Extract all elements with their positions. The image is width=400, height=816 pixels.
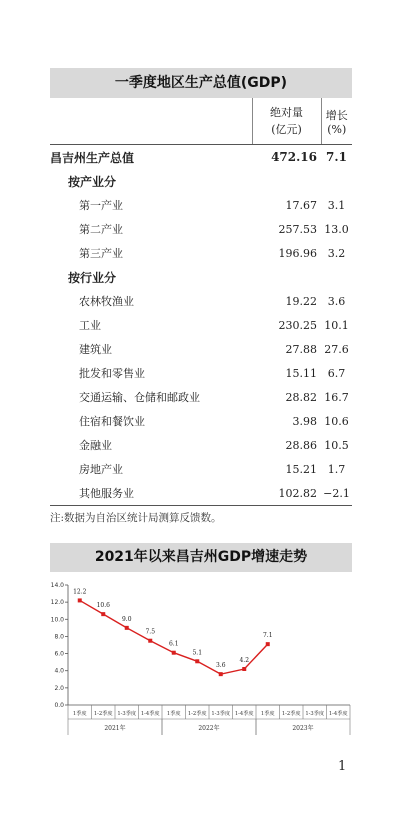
data-point [242, 667, 246, 671]
x-tick-label: 1-2季度 [281, 711, 301, 717]
table-row [50, 481, 352, 506]
data-point [172, 651, 176, 655]
row-growth: 10.1 [324, 318, 349, 332]
row-growth: 13.0 [324, 222, 349, 236]
year-label: 2023年 [292, 725, 314, 732]
data-point [266, 642, 270, 646]
y-tick-label: 10.0 [50, 616, 64, 624]
row-label: 住宿和餐饮业 [79, 415, 145, 428]
row-value: 196.96 [278, 246, 317, 260]
row-value: 28.86 [285, 438, 317, 452]
row-growth: 10.5 [324, 438, 349, 452]
row-value: 472.16 [271, 150, 317, 164]
row-label: 批发和零售业 [79, 367, 145, 380]
data-label: 12.2 [73, 588, 87, 596]
column-header-growth: 增长(%) [321, 98, 352, 145]
y-tick-label: 6.0 [54, 650, 64, 658]
row-growth: 10.6 [324, 414, 349, 428]
row-value: 257.53 [278, 222, 317, 236]
row-value: 3.98 [292, 414, 317, 428]
x-tick-label: 1-2季度 [187, 711, 207, 717]
x-tick-label: 1季度 [166, 711, 181, 717]
data-point [101, 612, 105, 616]
y-tick-label: 2.0 [54, 684, 64, 692]
row-growth: 27.6 [324, 342, 349, 356]
row-label: 第二产业 [79, 223, 123, 236]
table-row [50, 337, 352, 361]
table-row [50, 313, 352, 337]
page-number: 1 [338, 759, 347, 774]
row-label: 金融业 [79, 439, 112, 452]
x-tick-label: 1-2季度 [93, 711, 113, 717]
section-heading-industry: 按产业分 [68, 174, 117, 189]
x-tick-label: 1-3季度 [211, 711, 231, 717]
row-label: 其他服务业 [50, 481, 252, 506]
x-tick-label: 1季度 [260, 711, 275, 717]
y-tick-label: 14.0 [50, 582, 64, 589]
data-label: 7.1 [262, 632, 273, 640]
table-row [50, 217, 352, 241]
row-label: 昌吉州生产总值 [50, 150, 135, 165]
data-point [78, 598, 82, 602]
row-label: 工业 [79, 319, 101, 332]
data-label: 10.6 [96, 602, 110, 610]
x-tick-label: 1-3季度 [305, 711, 325, 717]
row-label: 建筑业 [79, 343, 112, 356]
row-value: 15.21 [285, 462, 317, 476]
row-value: 102.82 [252, 481, 321, 506]
table-row [50, 193, 352, 217]
data-point [195, 659, 199, 663]
y-tick-label: 8.0 [54, 633, 64, 641]
table-row [50, 385, 352, 409]
row-label: 农林牧渔业 [79, 295, 134, 308]
chart-title: 2021年以来昌吉州GDP增速走势 [50, 543, 352, 572]
section-heading-sector: 按行业分 [68, 270, 117, 285]
x-tick-label: 1-3季度 [117, 711, 137, 717]
row-label: 第三产业 [79, 247, 123, 260]
table-note: 注:数据为自治区统计局测算反馈数。 [50, 512, 222, 524]
table-header-row [50, 98, 352, 145]
data-point [219, 672, 223, 676]
row-growth: 3.6 [327, 294, 346, 308]
column-header-value [252, 98, 321, 145]
y-tick-label: 4.0 [54, 667, 64, 675]
row-growth: −2.1 [321, 481, 352, 506]
x-tick-label: 1-4季度 [234, 711, 254, 717]
table-title: 一季度地区生产总值(GDP) [50, 68, 352, 98]
gdp-table [50, 98, 352, 506]
data-label: 6.1 [168, 640, 179, 648]
row-label: 房地产业 [79, 463, 123, 476]
row-growth: 3.1 [327, 198, 346, 212]
column-header-value-line1: 绝对量 [270, 106, 303, 119]
row-label: 第一产业 [79, 199, 123, 212]
table-row [50, 457, 352, 481]
column-header-value-line2: (亿元) [271, 123, 302, 136]
row-label: 交通运输、仓储和邮政业 [79, 391, 200, 404]
row-value: 230.25 [278, 318, 317, 332]
y-tick-label: 12.0 [50, 599, 64, 607]
x-tick-label: 1-4季度 [328, 711, 348, 717]
data-label: 4.2 [239, 657, 250, 664]
row-value: 27.88 [285, 342, 317, 356]
row-growth: 6.7 [327, 366, 346, 380]
table-row [50, 433, 352, 457]
year-label: 2021年 [104, 725, 126, 732]
table-row-total [50, 145, 352, 170]
x-tick-label: 1-4季度 [140, 711, 160, 717]
data-label: 3.6 [215, 662, 226, 670]
year-label: 2022年 [198, 725, 220, 732]
data-point [148, 639, 152, 643]
row-value: 28.82 [285, 390, 317, 404]
row-growth: 7.1 [326, 150, 347, 164]
row-value: 17.67 [285, 198, 317, 212]
table-row [50, 409, 352, 433]
data-label: 5.1 [192, 649, 203, 657]
row-value: 15.11 [285, 366, 317, 380]
row-growth: 16.7 [324, 390, 349, 404]
x-tick-label: 1季度 [72, 711, 87, 717]
gdp-growth-line-chart [50, 574, 352, 746]
y-tick-label: 0.0 [54, 702, 64, 709]
table-row [50, 289, 352, 313]
row-growth: 3.2 [327, 246, 346, 260]
row-value: 19.22 [285, 294, 317, 308]
data-label: 7.5 [145, 628, 156, 636]
data-point [125, 626, 129, 630]
data-label: 9.0 [121, 615, 132, 623]
table-row [50, 361, 352, 385]
row-growth: 1.7 [327, 462, 346, 476]
table-row [50, 241, 352, 265]
